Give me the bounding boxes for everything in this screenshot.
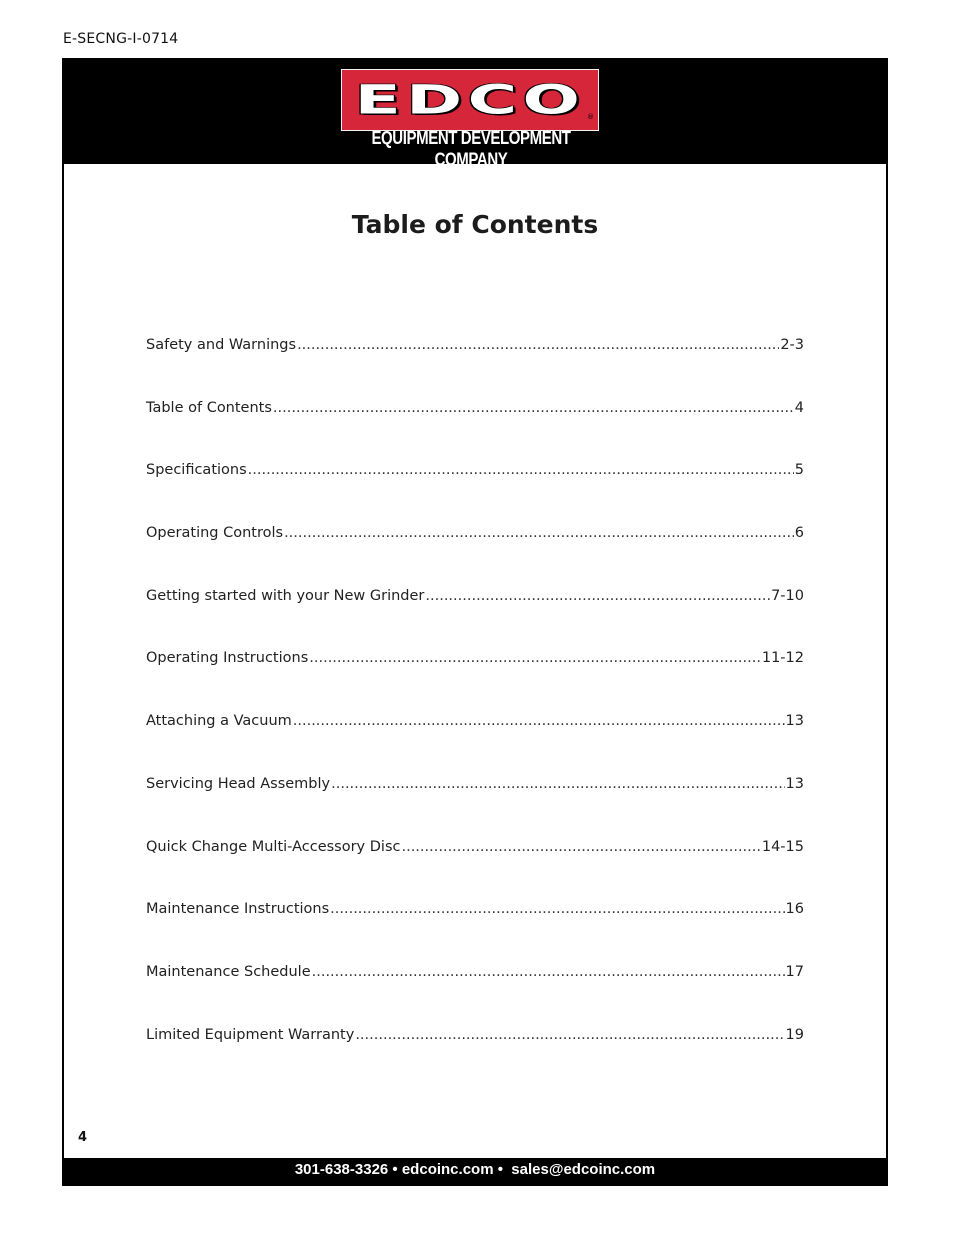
edco-logo <box>341 69 601 171</box>
toc-entry-page: 7-10 <box>771 587 804 604</box>
page-frame <box>62 58 888 1186</box>
toc-entry-page: 16 <box>785 901 804 918</box>
dot-leader <box>355 1027 784 1043</box>
dot-leader <box>312 964 785 980</box>
toc-entry-page: 6 <box>794 525 804 542</box>
toc-entry-page: 14-15 <box>761 838 804 855</box>
dot-leader <box>401 839 760 855</box>
dot-leader <box>309 650 761 666</box>
toc-entry[interactable] <box>146 901 804 964</box>
toc-entry[interactable] <box>146 1027 804 1090</box>
toc-entry[interactable] <box>146 525 804 588</box>
dot-leader <box>248 462 794 478</box>
toc-entry[interactable] <box>146 839 804 902</box>
toc-entry-label: Getting started with your New Grinder <box>146 587 425 604</box>
logo-wordmark: EDCO <box>354 76 586 124</box>
toc-entry[interactable] <box>146 588 804 651</box>
footer-contact: 301-638-3326 • edcoinc.com • sales@edcoinc.com <box>62 1158 888 1186</box>
logo-tagline: EQUIPMENT DEVELOPMENT COMPANY <box>371 127 571 171</box>
toc-entry-label: Servicing Head Assembly <box>146 775 331 792</box>
toc-entry-label: Maintenance Instructions <box>146 901 330 918</box>
toc-entry-page: 11-12 <box>761 650 804 667</box>
dot-leader <box>425 588 770 604</box>
toc-entry[interactable] <box>146 400 804 463</box>
toc-entry-page: 19 <box>785 1026 804 1043</box>
dot-leader <box>331 776 784 792</box>
page-number: 4 <box>78 1130 88 1145</box>
toc-entry-label: Attaching a Vacuum <box>146 713 292 730</box>
dot-leader <box>330 901 784 917</box>
page-title: Table of Contents <box>351 210 599 239</box>
toc-entry-page: 2-3 <box>780 337 804 353</box>
toc-entry-label: Limited Equipment Warranty <box>146 1026 355 1043</box>
toc-entry-label: Specifications <box>146 462 247 479</box>
toc-entry[interactable] <box>146 776 804 839</box>
toc-entry-label: Operating Instructions <box>146 650 309 667</box>
toc-entry-label: Safety and Warnings <box>146 337 297 353</box>
document-code: E-SECNG-I-0714 <box>63 31 179 47</box>
toc-entry-label: Operating Controls <box>146 525 284 542</box>
toc-entry-label: Quick Change Multi-Accessory Disc <box>146 838 401 855</box>
dot-leader <box>284 525 794 541</box>
toc-entry[interactable] <box>146 337 804 400</box>
toc-entry[interactable] <box>146 964 804 1027</box>
toc-entry-page: 17 <box>785 963 804 980</box>
table-of-contents <box>146 337 804 1089</box>
toc-entry-label: Maintenance Schedule <box>146 963 311 980</box>
dot-leader <box>273 400 794 416</box>
registered-mark: ® <box>587 113 594 121</box>
toc-entry[interactable] <box>146 713 804 776</box>
toc-entry[interactable] <box>146 462 804 525</box>
toc-entry-page: 5 <box>794 462 804 479</box>
toc-entry[interactable] <box>146 650 804 713</box>
toc-entry-label: Table of Contents <box>146 399 272 416</box>
header-band <box>64 58 886 171</box>
toc-entry-page: 4 <box>794 399 804 416</box>
toc-entry-page: 13 <box>785 775 804 792</box>
toc-entry-page: 13 <box>785 713 804 730</box>
dot-leader <box>293 713 785 729</box>
dot-leader <box>297 337 779 353</box>
